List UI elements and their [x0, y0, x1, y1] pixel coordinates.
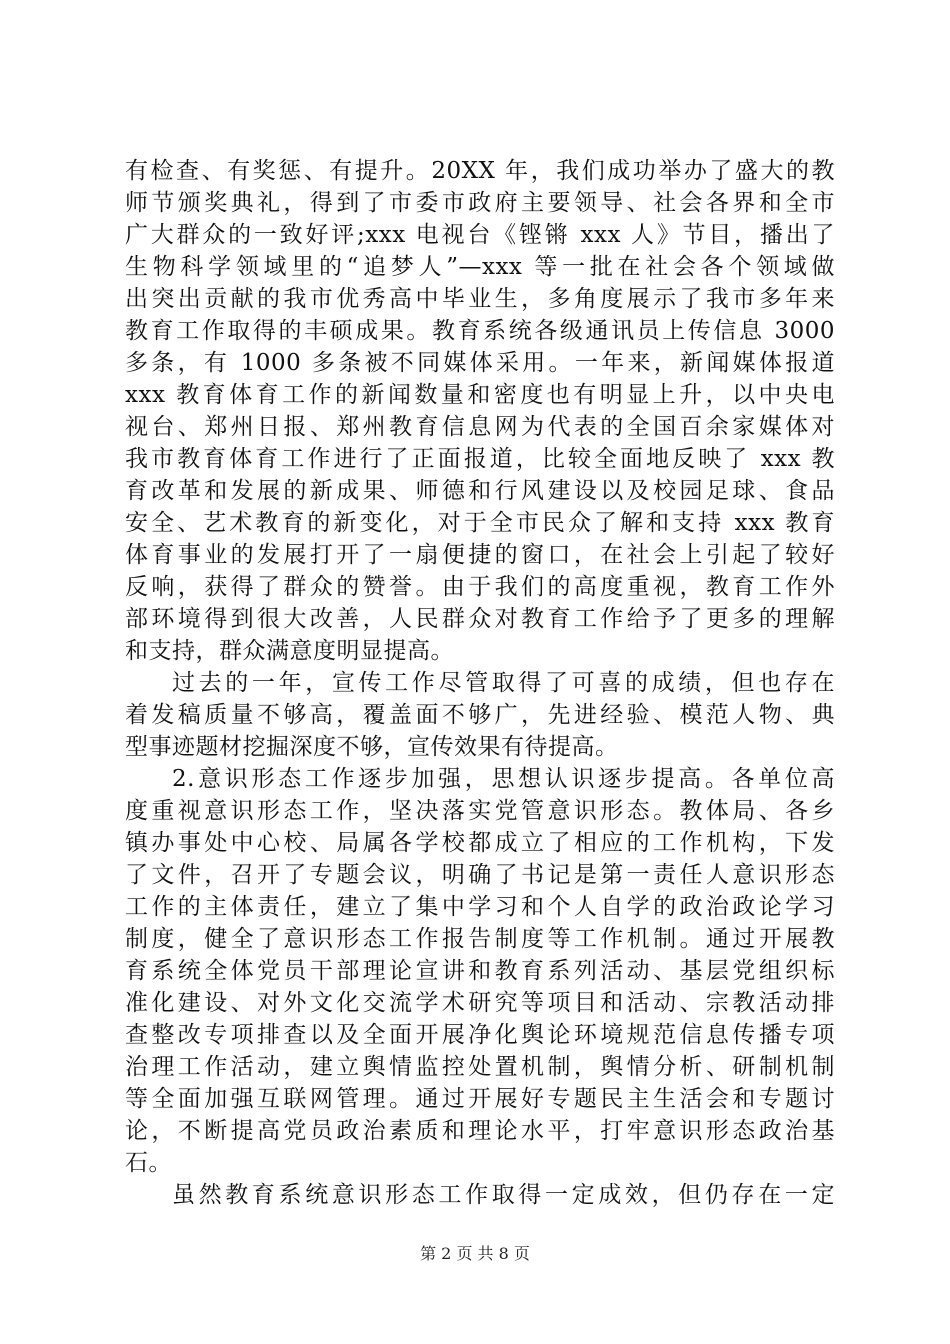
text-line: 治理工作活动，建立舆情监控处置机制，舆情分析、研制机制 — [125, 1054, 835, 1080]
text-line: 反响，获得了群众的赞誉。由于我们的高度重视，教育工作外 — [125, 574, 835, 600]
text-line: 制度，健全了意识形态工作报告制度等工作机制。通过开展教 — [125, 926, 835, 952]
text-line: 体育事业的发展打开了一扇便捷的窗口，在社会上引起了较好 — [125, 542, 835, 568]
text-line: 视台、郑州日报、郑州教育信息网为代表的全国百余家媒体对 — [125, 414, 835, 440]
text-line: 查整改专项排查以及全面开展净化舆论环境规范信息传播专项 — [125, 1022, 835, 1048]
text-line: 有检查、有奖惩、有提升。20XX 年，我们成功举办了盛大的教 — [125, 158, 835, 184]
text-line: 论，不断提高党员政治素质和理论水平，打牢意识形态政治基 — [125, 1118, 835, 1144]
text-line: 多条，有 1000 多条被不同媒体采用。一年来，新闻媒体报道 — [125, 350, 835, 376]
page-footer — [0, 1244, 950, 1264]
text-line: 准化建设、对外文化交流学术研究等项目和活动、宗教活动排 — [125, 990, 835, 1016]
text-line: 出突出贡献的我市优秀高中毕业生，多角度展示了我市多年来 — [125, 286, 835, 312]
text-line: 育系统全体党员干部理论宣讲和教育系列活动、基层党组织标 — [125, 958, 835, 984]
text-line: 虽然教育系统意识形态工作取得一定成效，但仍存在一定 — [172, 1182, 835, 1208]
page-number-label: 第 2 页 共 8 页 — [420, 1244, 530, 1263]
text-line: 镇办事处中心校、局属各学校都成立了相应的工作机构，下发 — [125, 830, 835, 856]
text-line: 教育工作取得的丰硕成果。教育系统各级通讯员上传信息 3000 — [125, 318, 835, 344]
text-line: 安全、艺术教育的新变化，对于全市民众了解和支持 xxx 教育 — [125, 510, 835, 536]
text-line: 石。 — [125, 1150, 172, 1176]
text-line: 育改革和发展的新成果、师德和行风建设以及校园足球、食品 — [125, 478, 835, 504]
text-line: 度重视意识形态工作，坚决落实党管意识形态。教体局、各乡 — [125, 798, 835, 824]
text-line: 部环境得到很大改善，人民群众对教育工作给予了更多的理解 — [125, 606, 835, 632]
text-line: 生物科学领域里的“追梦人”—xxx 等一批在社会各个领域做 — [125, 254, 835, 280]
text-line: 广大群众的一致好评;xxx 电视台《铿锵 xxx 人》节目，播出了 — [125, 222, 835, 248]
text-line: 型事迹题材挖掘深度不够，宣传效果有待提高。 — [125, 734, 619, 760]
body-text — [125, 155, 835, 1211]
text-line: 和支持，群众满意度明显提高。 — [125, 638, 454, 664]
text-line: 了文件，召开了专题会议，明确了书记是第一责任人意识形态 — [125, 862, 835, 888]
text-line: 等全面加强互联网管理。通过开展好专题民主生活会和专题讨 — [125, 1086, 835, 1112]
text-line: 工作的主体责任，建立了集中学习和个人自学的政治政论学习 — [125, 894, 835, 920]
text-line: 过去的一年，宣传工作尽管取得了可喜的成绩，但也存在 — [172, 670, 835, 696]
text-line: 师节颁奖典礼，得到了市委市政府主要领导、社会各界和全市 — [125, 190, 835, 216]
text-line: 我市教育体育工作进行了正面报道，比较全面地反映了 xxx 教 — [125, 446, 835, 472]
text-line: 2.意识形态工作逐步加强，思想认识逐步提高。各单位高 — [172, 766, 835, 792]
text-line: 着发稿质量不够高，覆盖面不够广，先进经验、模范人物、典 — [125, 702, 835, 728]
text-line: xxx 教育体育工作的新闻数量和密度也有明显上升，以中央电 — [125, 382, 835, 408]
